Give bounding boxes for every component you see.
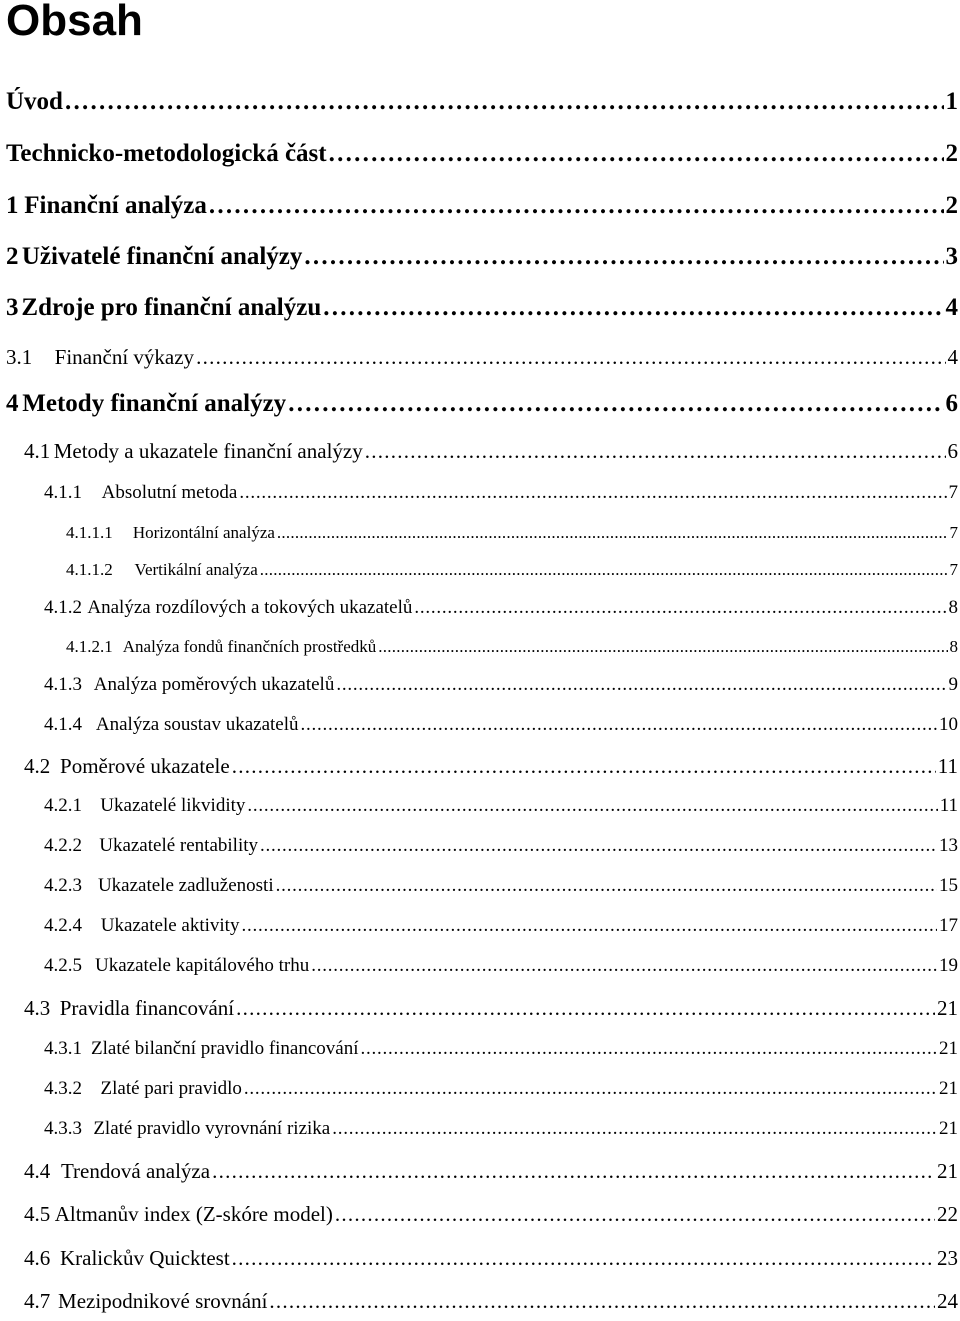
- dot-leader: [277, 523, 948, 543]
- toc-entry[interactable]: [44, 597, 958, 619]
- page-title: Obsah: [6, 0, 143, 45]
- toc-entry-label: Zdroje pro finanční analýzu: [21, 294, 322, 321]
- toc-entry-label: Analýza soustav ukazatelů: [95, 714, 299, 735]
- toc-entry-number: 4.2: [24, 754, 51, 778]
- toc-entry[interactable]: [44, 1038, 958, 1060]
- toc-entry-page: 22: [937, 1202, 958, 1226]
- toc-entry-label: Absolutní metoda: [101, 482, 238, 503]
- toc-entry-number: 2: [6, 243, 19, 270]
- toc-entry-page: 7: [949, 560, 958, 579]
- toc-entry-page: 9: [948, 674, 958, 695]
- toc-entry-number: 4.1.1.1: [66, 523, 113, 542]
- toc-entry-number: 4.3.3: [44, 1118, 82, 1139]
- dot-leader: [276, 875, 937, 897]
- toc-entry-page: 2: [945, 192, 958, 219]
- toc-entry[interactable]: [44, 955, 958, 977]
- dot-leader: [209, 192, 944, 220]
- dot-leader: [304, 243, 943, 271]
- toc-entry-number: 4.3.2: [44, 1078, 82, 1099]
- dot-leader: [414, 597, 946, 619]
- toc-entry[interactable]: [24, 1202, 958, 1227]
- toc-entry-number: 4.2.3: [44, 875, 82, 896]
- toc-entry-page: 23: [937, 1246, 958, 1270]
- toc-entry-number: 4.2.5: [44, 955, 82, 976]
- toc-entry[interactable]: [24, 754, 958, 779]
- toc-entry-label: Zlaté bilanční pravidlo financování: [91, 1038, 359, 1059]
- toc-entry[interactable]: [44, 835, 958, 857]
- toc-entry-page: 11: [937, 754, 958, 778]
- toc-entry[interactable]: [44, 875, 958, 897]
- dot-leader: [329, 140, 944, 168]
- toc-entry-label: Ukazatele aktivity: [100, 915, 240, 936]
- toc-entry-page: 21: [937, 996, 958, 1020]
- toc-entry-page: 11: [939, 795, 958, 816]
- toc-entry-label: Pravidla financování: [59, 996, 235, 1020]
- toc-entry-label: Kralickův Quicktest: [59, 1246, 230, 1270]
- dot-leader: [260, 835, 937, 857]
- toc-entry-page: 6: [945, 390, 958, 417]
- toc-entry-label: Finanční výkazy: [54, 345, 195, 369]
- toc-entry[interactable]: [6, 294, 958, 322]
- toc-entry-number: 4.1.1: [44, 482, 82, 503]
- toc-entry-number: 4.2.2: [44, 835, 82, 856]
- toc-entry-label: Finanční analýza: [24, 192, 207, 219]
- toc-entry-page: 21: [939, 1038, 958, 1059]
- dot-leader: [288, 390, 943, 418]
- dot-leader: [323, 294, 943, 322]
- toc-entry-page: 4: [945, 294, 958, 321]
- dot-leader: [239, 482, 946, 504]
- toc-entry[interactable]: [44, 714, 958, 736]
- toc-entry-label: Ukazatelé likvidity: [100, 795, 246, 816]
- toc-entry-label: Analýza fondů finančních prostředků: [122, 637, 377, 656]
- dot-leader: [260, 560, 948, 580]
- toc-entry[interactable]: [24, 1159, 958, 1184]
- dot-leader: [301, 714, 938, 736]
- toc-entry-label: Vertikální analýza: [134, 560, 258, 579]
- toc-entry[interactable]: [44, 482, 958, 504]
- toc-entry[interactable]: [6, 345, 958, 370]
- toc-entry-number: 4.1.2.1: [66, 637, 113, 656]
- dot-leader: [365, 439, 946, 464]
- toc-entry-page: 7: [948, 482, 958, 503]
- toc-entry-label: Analýza poměrových ukazatelů: [93, 674, 335, 695]
- dot-leader: [241, 915, 937, 937]
- toc-entry-number: 4.1.4: [44, 714, 82, 735]
- dot-leader: [212, 1159, 935, 1184]
- toc-entry[interactable]: [6, 140, 958, 168]
- dot-leader: [336, 674, 946, 696]
- toc-entry-page: 7: [949, 523, 958, 542]
- dot-leader: [311, 955, 937, 977]
- dot-leader: [232, 1246, 935, 1271]
- toc-entry-label: Poměrové ukazatele: [60, 754, 230, 778]
- toc-entry[interactable]: [6, 390, 958, 418]
- toc-entry-page: 10: [939, 714, 958, 735]
- toc-entry-page: 15: [939, 875, 958, 896]
- toc-entry-number: 4.3: [24, 996, 51, 1020]
- toc-entry-number: 4.1.3: [44, 674, 82, 695]
- toc-entry-label: Uživatelé finanční analýzy: [21, 243, 303, 270]
- toc-entry-number: 4.1.2: [44, 597, 82, 618]
- toc-entry-number: 4.2.4: [44, 915, 82, 936]
- toc-entry[interactable]: [6, 192, 958, 220]
- dot-leader: [196, 345, 945, 370]
- dot-leader: [378, 637, 947, 657]
- dot-leader: [65, 88, 944, 116]
- toc-entry-number: 1: [6, 192, 19, 219]
- toc-entry-page: 8: [948, 597, 958, 618]
- toc-entry-label: Trendová analýza: [60, 1159, 211, 1183]
- toc-entry-number: 4.1: [24, 439, 51, 463]
- dot-leader: [244, 1078, 937, 1100]
- dot-leader: [361, 1038, 938, 1060]
- toc-entry[interactable]: [24, 1289, 958, 1314]
- toc-entry-page: 13: [939, 835, 958, 856]
- toc-entry-label: Analýza rozdílových a tokových ukazatelů: [87, 597, 413, 618]
- dot-leader: [236, 996, 935, 1021]
- dot-leader: [247, 795, 937, 817]
- toc-entry-page: 1: [945, 88, 958, 115]
- toc-entry[interactable]: [24, 1246, 958, 1271]
- toc-entry[interactable]: [24, 439, 958, 464]
- toc-entry[interactable]: [6, 243, 958, 271]
- dot-leader: [232, 754, 936, 779]
- toc-entry-label: Horizontální analýza: [132, 523, 275, 542]
- toc-entry-label: Technicko-metodologická část: [6, 140, 327, 167]
- toc-entry-number: 4: [6, 390, 19, 417]
- toc-entry-label: Ukazatele kapitálového trhu: [95, 955, 310, 976]
- toc-entry[interactable]: [44, 674, 958, 696]
- toc-entry[interactable]: [66, 637, 958, 657]
- toc-entry-page: 3: [945, 243, 958, 270]
- toc-entry-label: Zlaté pravidlo vyrovnání rizika: [93, 1118, 331, 1139]
- toc-entry-label: Altmanův index (Z-skóre model): [54, 1202, 333, 1226]
- toc-entry[interactable]: [6, 88, 958, 116]
- toc-entry[interactable]: [24, 996, 958, 1021]
- toc-entry[interactable]: [44, 915, 958, 937]
- toc-entry[interactable]: [44, 1118, 958, 1140]
- toc-entry-number: 4.6: [24, 1246, 51, 1270]
- toc-entry[interactable]: [44, 795, 958, 817]
- toc-entry-label: Zlaté pari pravidlo: [100, 1078, 242, 1099]
- dot-leader: [269, 1289, 935, 1314]
- toc-entry-number: 4.7: [24, 1289, 51, 1313]
- toc-entry-number: 3.1: [6, 345, 33, 369]
- toc-entry-page: 2: [945, 140, 958, 167]
- toc-entry[interactable]: [66, 560, 958, 580]
- toc-entry-page: 6: [947, 439, 958, 463]
- toc-entry-label: Úvod: [6, 88, 63, 115]
- toc-entry-number: 4.1.1.2: [66, 560, 113, 579]
- dot-leader: [332, 1118, 937, 1140]
- toc-entry-page: 19: [939, 955, 958, 976]
- toc-entry[interactable]: [44, 1078, 958, 1100]
- toc-entry-number: 4.5: [24, 1202, 51, 1226]
- toc-entry-label: Metody a ukazatele finanční analýzy: [53, 439, 363, 463]
- toc-entry-page: 17: [939, 915, 958, 936]
- toc-entry-page: 4: [947, 345, 958, 369]
- toc-entry-page: 21: [939, 1118, 958, 1139]
- toc-entry-number: 4.2.1: [44, 795, 82, 816]
- toc-entry-label: Ukazatelé rentability: [99, 835, 259, 856]
- toc-entry-number: 4.4: [24, 1159, 51, 1183]
- toc-entry-page: 24: [937, 1289, 958, 1313]
- toc-entry-label: Mezipodnikové srovnání: [58, 1289, 268, 1313]
- toc-entry-label: Metody finanční analýzy: [22, 390, 287, 417]
- toc-entry-page: 21: [939, 1078, 958, 1099]
- toc-entry-label: Ukazatele zadluženosti: [97, 875, 274, 896]
- toc-entry-page: 8: [949, 637, 958, 656]
- toc-entry-page: 21: [937, 1159, 958, 1183]
- toc-entry-number: 3: [6, 294, 19, 321]
- toc-entry[interactable]: [66, 523, 958, 543]
- toc-entry-number: 4.3.1: [44, 1038, 82, 1059]
- dot-leader: [335, 1202, 935, 1227]
